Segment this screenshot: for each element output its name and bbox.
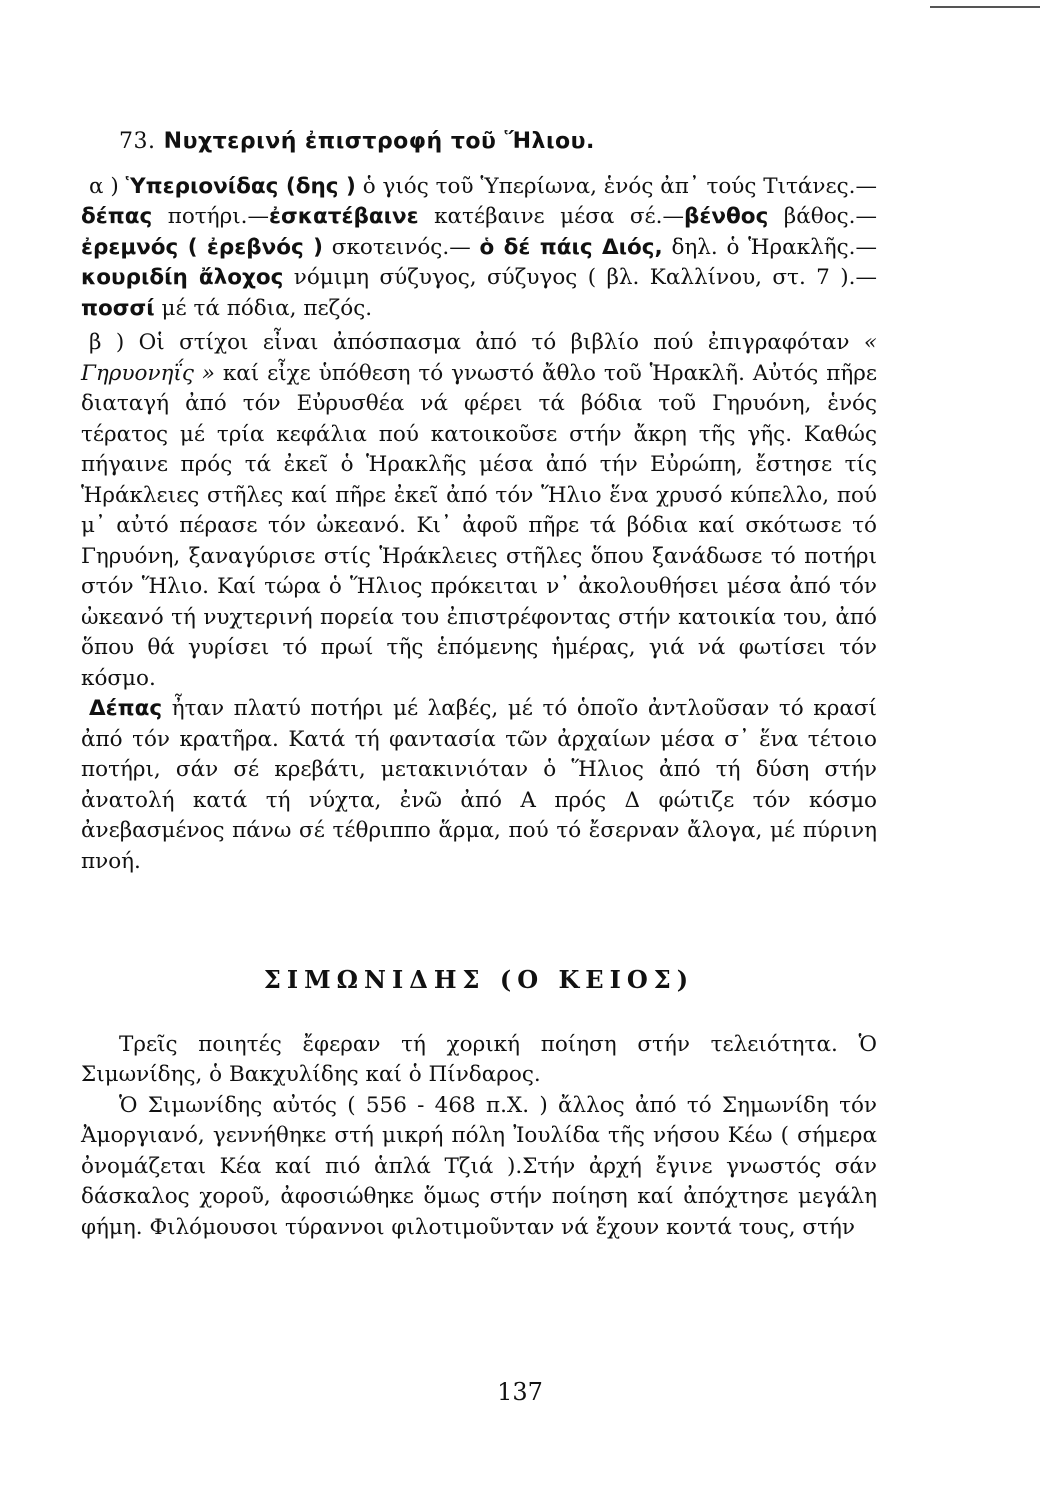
- glossary-definition: ὁ γιός τοῦ Ὑπερίωνα, ἑνός ἀπ᾿ τούς Τιτάνες.: [362, 173, 856, 199]
- top-edge-rule: [930, 6, 1040, 8]
- glossary-definition: μέ τά πόδια, πεζός.: [161, 295, 373, 321]
- commentary-marker: β ): [89, 330, 125, 355]
- glossary-definition: δηλ. ὁ Ἡρακλῆς.: [671, 234, 856, 260]
- glossary-definition: βάθος.: [783, 204, 856, 229]
- glossary-paragraph: α ) Ὑπεριονίδας (δης ) ὁ γιός τοῦ Ὑπερίωνα, ἑνός ἀπ᾿ τούς Τιτάνες.— δέπας ποτήρι.—ἐσκατέβαινε κατέβαινε μέσα σέ.—βένθος βάθος.— ἐρεμνός ( ἐρεβνός ) σκοτεινός.— ὁ δέ πάις Διός, δηλ. ὁ Ἡρακλῆς.— κουριδίη ἄλοχος νόμιμη σύζυγος, σύζυγος ( βλ. Καλλίνου, στ. 7 ).—ποσσί μέ τά πόδια, πεζός.: [81, 173, 878, 321]
- section-number: 73.: [119, 129, 156, 154]
- commentary-paragraph: [81, 328, 877, 694]
- glossary-term: βένθος: [684, 204, 769, 229]
- glossary-term: κουριδίη ἄλοχος: [81, 265, 284, 290]
- commentary-text: καί εἶχε ὑπόθεση τό γνωστό ἄθλο τοῦ Ἡρακλῆ. Αὐτός πῆρε διαταγή ἀπό τόν Εὐρυσθέα νά φέρει τά βόδια τοῦ Γηρυόνη, ἑνός τέρατος μέ τρία κεφάλια πού κατοικοῦσε στήν ἄκρη τῆς γῆς. Καθώς πήγαινε πρός τά ἐκεῖ ὁ Ἡρακλῆς μέσα ἀπό τήν Εὐρώπη, ἔστησε τίς Ἡράκλειες στῆλες καί πῆρε ἐκεῖ ἀπό τόν Ἥλιο ἕνα χρυσό κύπελλο, πού μ᾿ αὐτό πέρασε τόν ὠκεανό. Κι᾿ ἀφοῦ πῆρε τά βόδια καί σκότωσε τό Γηρυόνη, ξαναγύρισε στίς Ἡράκλειες στῆλες ὅπου ξανάδωσε τό ποτήρι στόν Ἥλιο. Καί τώρα ὁ Ἥλιος πρόκειται ν᾿ ἀκολουθήσει μέσα ἀπό τόν ὠκεανό τή νυχτερινή πορεία του ἐπιστρέφοντας στήν κατοικία του, ἀπό ὅπου θά γυρίσει τό πρωί τῆς ἑπόμενης ἡμέρας, γιά νά φωτίσει τόν κόσμο.: [81, 360, 877, 691]
- glossary-term: ἐρεμνός ( ἐρεβνός ): [81, 234, 324, 260]
- depas-term: Δέπας: [89, 696, 163, 721]
- glossary-term: ἐσκατέβαινε: [269, 204, 419, 229]
- glossary-term: ποσσί: [81, 295, 155, 321]
- intro-paragraph: Τρεῖς ποιητές ἔφεραν τή χορική ποίηση στήν τελειότητα. Ὁ Σιμωνίδης, ὁ Βακχυλίδης καί ὁ Πίνδαρος.: [81, 1031, 877, 1087]
- depas-text: ἦταν πλατύ ποτήρι μέ λαβές, μέ τό ὁποῖο ἀντλοῦσαν τό κρασί ἀπό τόν κρατῆρα. Κατά τή φαντασία τῶν ἀρχαίων μέσα σ᾿ ἕνα τέτοιο ποτήρι, σάν σέ κρεβάτι, μετακινιόταν ὁ Ἥλιος ἀπό τή δύση στήν ἀνατολή κατά τή νύχτα, ἐνῶ ἀπό Α πρός Δ φώτιζε τόν κόσμο ἀνεβασμένος πάνω σέ τέθριππο ἅρμα, πού τό ἔσερναν ἄλογα, μέ πύρινη πνοή.: [81, 696, 877, 874]
- glossary-term: δέπας: [81, 204, 153, 229]
- glossary-definition: κατέβαινε μέσα σέ.: [434, 204, 663, 229]
- glossary-term: ὁ δέ πάις Διός,: [479, 234, 663, 260]
- glossary-definition: νόμιμη σύζυγος, σύζυγος ( βλ. Καλλίνου, στ. 7 ).: [293, 265, 856, 290]
- glossary-term: Ὑπεριονίδας (δης ): [125, 173, 356, 199]
- author-heading: ΣΙΜΩΝΙΔΗΣ (Ο ΚΕΙΟΣ): [263, 965, 695, 994]
- work-title: « Γηρυονηΐς »: [81, 330, 877, 386]
- page-number: 137: [497, 1378, 543, 1406]
- section-title: Νυχτερινή ἐπιστροφή τοῦ Ἥλιου.: [163, 129, 595, 154]
- intro-paragraph: Ὁ Σιμωνίδης αὐτός ( 556 - 468 π.Χ. ) ἄλλος ἀπό τό Σημωνίδη τόν Ἀμοργιανό, γεννήθηκε στή μικρή πόλη Ἰουλίδα τῆς νήσου Κέω ( σήμερα ὀνομάζεται Κέα καί πιό ἁπλά Τζιά ).Στήν ἀρχή ἔγινε γνωστός σάν δάσκαλος χοροῦ, ἀφοσιώθηκε ὅμως στήν ποίηση καί ἀπόχτησε μεγάλη φήμη. Φιλόμουσοι τύραννοι φιλοτιμοῦνταν νά ἔχουν κοντά τους, στήν: [81, 1092, 877, 1240]
- glossary-marker: α ): [89, 173, 119, 199]
- page-body: [81, 126, 877, 1243]
- commentary-text: Οἱ στίχοι εἶναι ἀπόσπασμα ἀπό τό βιβλίο πού ἐπιγραφόταν: [138, 330, 850, 355]
- glossary-definition: ποτήρι.: [167, 204, 248, 229]
- depas-paragraph: [81, 694, 877, 877]
- glossary-definition: σκοτεινός.: [331, 234, 450, 260]
- section-heading: [119, 126, 877, 158]
